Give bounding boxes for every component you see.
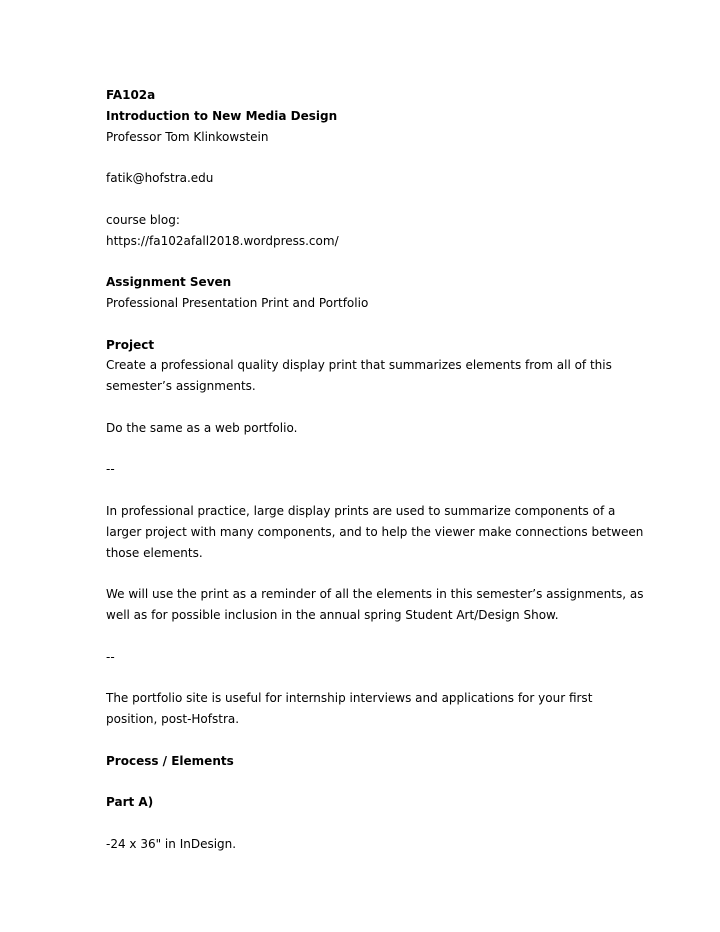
spacer — [106, 813, 646, 834]
blog-url: https://fa102afall2018.wordpress.com/ — [106, 233, 339, 248]
process-item: -24 x 36" in InDesign. — [106, 836, 237, 851]
spacer — [106, 397, 646, 418]
assignment-title: Assignment Seven — [106, 275, 232, 290]
spacer — [106, 730, 646, 751]
portfolio-line: position, post-Hofstra. — [106, 711, 240, 726]
process-heading: Process / Elements — [106, 753, 234, 768]
spacer — [106, 771, 646, 792]
professor-name: Professor Tom Klinkowstein — [106, 129, 269, 144]
project-line: semester’s assignments. — [106, 379, 256, 394]
portfolio-line: The portfolio site is useful for internship interviews and applications for your first — [106, 691, 593, 706]
reminder-line: well as for possible inclusion in the annual spring Student Art/Design Show. — [106, 607, 559, 622]
document-page — [106, 85, 646, 854]
spacer — [106, 667, 646, 688]
project-line: Do the same as a web portfolio. — [106, 420, 298, 435]
spacer — [106, 439, 646, 460]
spacer — [106, 626, 646, 647]
project-line: Create a professional quality display print that summarizes elements from all of this — [106, 358, 612, 373]
separator: -- — [106, 649, 115, 664]
spacer — [106, 314, 646, 335]
email-text: fatik@hofstra.edu — [106, 171, 214, 186]
spacer — [106, 480, 646, 501]
reminder-line: We will use the print as a reminder of all the elements in this semester’s assignments, as — [106, 587, 644, 602]
part-a-heading: Part A) — [106, 795, 154, 810]
course-code: FA102a — [106, 88, 156, 102]
blog-label: course blog: — [106, 212, 180, 227]
spacer — [106, 563, 646, 584]
project-heading: Project — [106, 337, 155, 352]
practice-line: those elements. — [106, 545, 203, 560]
assignment-subtitle: Professional Presentation Print and Portfolio — [106, 295, 369, 310]
spacer — [106, 147, 646, 168]
course-title: Introduction to New Media Design — [106, 108, 338, 123]
practice-line: In professional practice, large display prints are used to summarize components of a — [106, 503, 616, 518]
spacer — [106, 189, 646, 210]
separator: -- — [106, 462, 115, 477]
spacer — [106, 251, 646, 272]
practice-line: larger project with many components, and to help the viewer make connections between — [106, 524, 644, 539]
